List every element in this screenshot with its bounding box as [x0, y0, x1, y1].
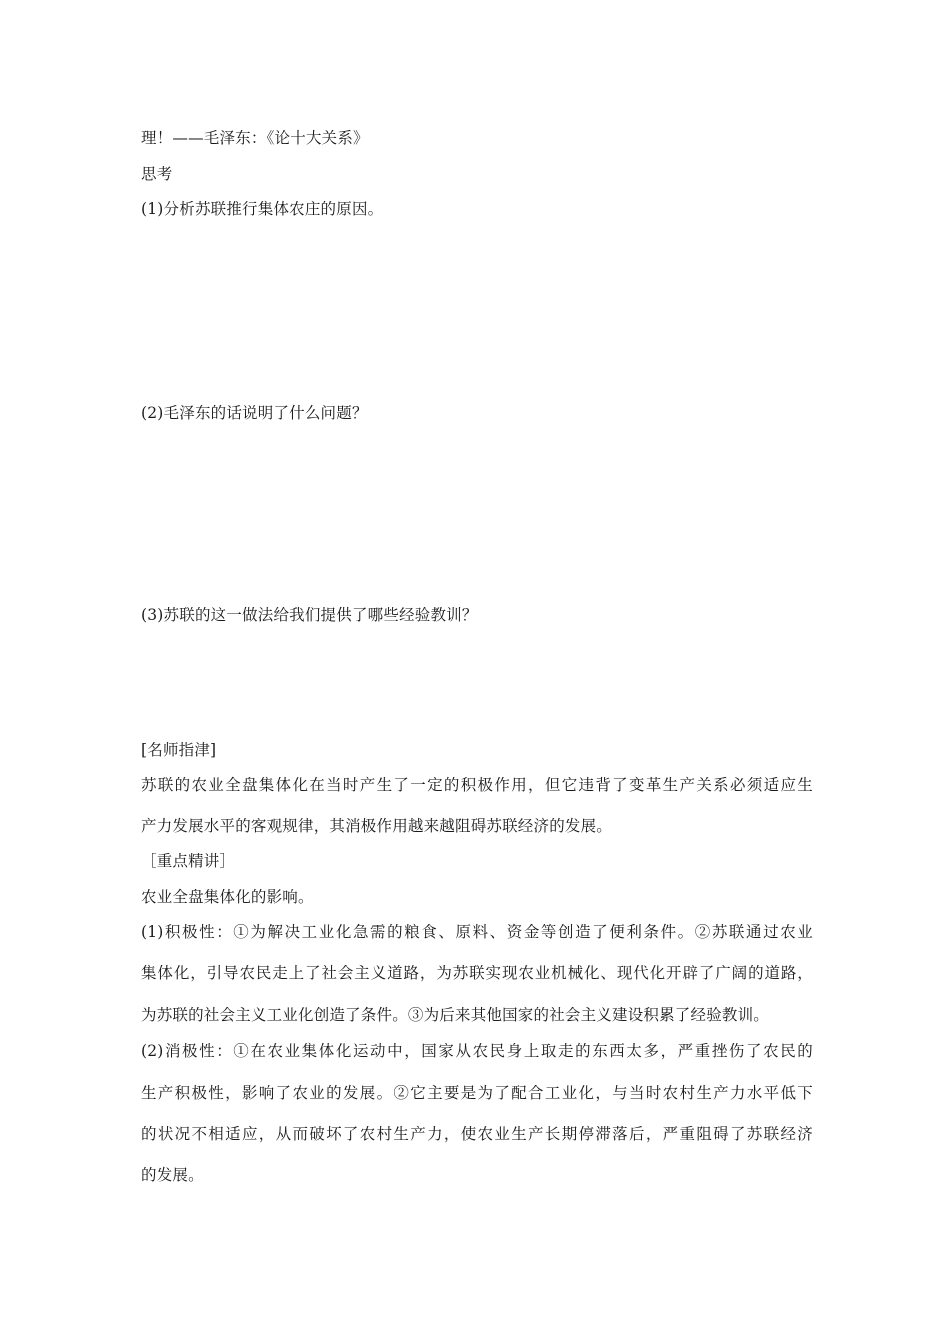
positive-effects-line: 为苏联的社会主义工业化创造了条件。③为后来其他国家的社会主义建设积累了经验教训。: [141, 1006, 770, 1024]
teacher-guide-line: 产力发展水平的客观规律，其消极作用越来越阻碍苏联经济的发展。: [141, 817, 613, 835]
negative-effects-line: 的发展。: [141, 1166, 204, 1184]
key-points-topic: 农业全盘集体化的影响。: [141, 888, 314, 906]
positive-effects-line: (1)积极性：①为解决工业化急需的粮食、原料、资金等创造了便利条件。②苏联通过农业: [141, 923, 813, 941]
question-1: (1)分析苏联推行集体农庄的原因。: [141, 200, 384, 218]
question-3: (3)苏联的这一做法给我们提供了哪些经验教训？: [141, 606, 478, 624]
teacher-guide-line: 苏联的农业全盘集体化在当时产生了一定的积极作用，但它违背了变革生产关系必须适应生: [141, 776, 813, 794]
think-label: 思考: [141, 165, 173, 183]
negative-effects-line: (2)消极性：①在农业集体化运动中，国家从农民身上取走的东西太多，严重挫伤了农民的: [141, 1042, 813, 1060]
positive-effects-line: 集体化，引导农民走上了社会主义道路，为苏联实现农业机械化、现代化开辟了广阔的道路，: [141, 964, 813, 982]
negative-effects-line: 的状况不相适应，从而破坏了农村生产力，使农业生产长期停滞落后，严重阻碍了苏联经济: [141, 1125, 813, 1143]
teacher-guide-heading: [名师指津]: [141, 741, 217, 759]
negative-effects-line: 生产积极性，影响了农业的发展。②它主要是为了配合工业化，与当时农村生产力水平低下: [141, 1084, 813, 1102]
quote-attribution: 理！——毛泽东：《论十大关系》: [141, 129, 369, 147]
key-points-heading: ［重点精讲］: [141, 852, 236, 870]
question-2: (2)毛泽东的话说明了什么问题？: [141, 404, 368, 422]
